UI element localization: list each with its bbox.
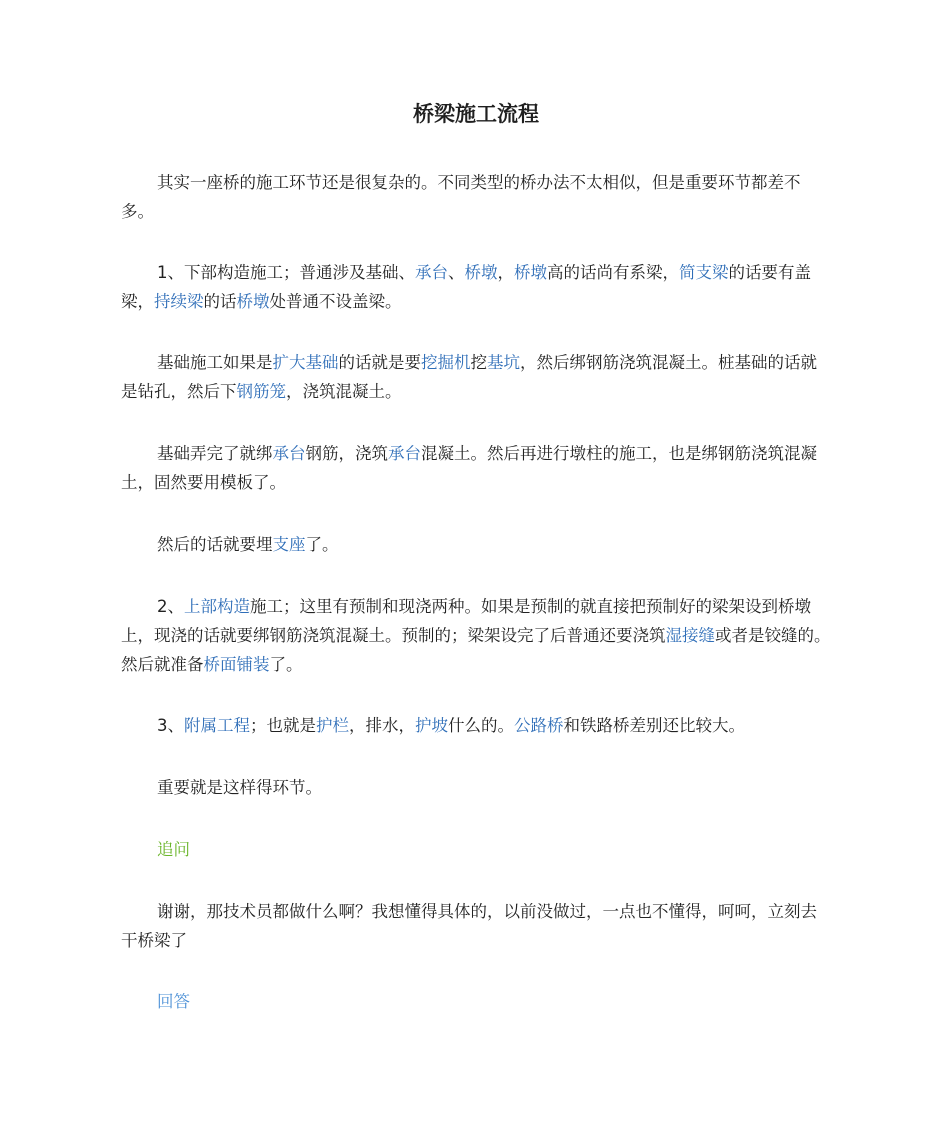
link-cap[interactable]: 承台 [388, 444, 421, 463]
text: 施工；这里有预制和现浇两种。如果是预制的就直接把预制好的梁架设到桥墩上，现浇的话就要绑钢筋浇筑混凝土。预制的；梁架设完了后普通还要浇筑 [121, 597, 811, 645]
text: 钢筋，浇筑 [305, 444, 388, 463]
link-spread-foundation[interactable]: 扩大基础 [272, 353, 339, 372]
link-pier[interactable]: 桥墩 [464, 263, 498, 282]
text: 1、下部构造施工；普通涉及基础、 [157, 263, 415, 282]
text: 了。 [269, 655, 303, 674]
text: 高的话尚有系梁， [547, 263, 679, 282]
text: ，排水， [349, 716, 415, 735]
followup-label: 追问 [157, 840, 190, 859]
link-continuous-beam[interactable]: 持续梁 [154, 292, 204, 311]
link-simple-beam[interactable]: 简支梁 [679, 263, 729, 282]
text: 基础弄完了就绑 [157, 444, 273, 463]
text: 和铁路桥差别还比较大。 [563, 716, 745, 735]
text: 的话要有盖梁， [121, 263, 811, 311]
link-excavator[interactable]: 挖掘机 [421, 353, 471, 372]
paragraph-substructure [121, 258, 831, 316]
link-rebar-cage[interactable]: 钢筋笼 [236, 382, 286, 401]
link-cap[interactable]: 承台 [415, 263, 448, 282]
link-pier[interactable]: 桥墩 [514, 263, 547, 282]
link-deck-pavement[interactable]: 桥面铺装 [203, 655, 270, 674]
link-guardrail[interactable]: 护栏 [316, 716, 349, 735]
text: ， [497, 263, 514, 282]
text: ，浇筑混凝土。 [286, 382, 402, 401]
text: 处普通不设盖梁。 [269, 292, 402, 311]
paragraph-foundation [121, 348, 831, 406]
link-cap[interactable]: 承台 [272, 444, 306, 463]
text: ；也就是 [250, 716, 316, 735]
text: 基础施工如果是 [157, 353, 273, 372]
page-title: 桥梁施工流程 [413, 102, 539, 126]
text: 的话就是要 [338, 353, 421, 372]
text: 的话 [203, 292, 237, 311]
link-pier[interactable]: 桥墩 [236, 292, 270, 311]
answer-label: 回答 [157, 992, 190, 1011]
link-wet-joint[interactable]: 湿接缝 [665, 626, 715, 645]
link-slope-protection[interactable]: 护坡 [415, 716, 448, 735]
paragraph-superstructure [121, 592, 831, 679]
text: ，然后绑钢筋浇筑混凝土。桩基础的话就是钻孔，然后下 [121, 353, 817, 401]
link-highway-bridge[interactable]: 公路桥 [514, 716, 564, 735]
text: 什么的。 [448, 716, 514, 735]
followup-text: 谢谢，那技术员都做什么啊？我想懂得具体的，以前没做过，一点也不懂得，呵呵，立刻去干桥梁了 [121, 902, 817, 950]
intro-paragraph: 其实一座桥的施工环节还是很复杂的。不同类型的桥办法不太相似，但是重要环节都差不多。 [121, 173, 801, 221]
text: 然后的话就要埋 [157, 535, 273, 554]
text: 2、 [157, 597, 184, 616]
paragraph-summary: 重要就是这样得环节。 [157, 778, 322, 797]
text: 了。 [305, 535, 339, 554]
text: 3、 [157, 716, 184, 735]
text: 混凝土。然后再进行墩柱的施工，也是绑钢筋浇筑混凝土，固然要用模板了。 [121, 444, 817, 492]
text: 、 [448, 263, 465, 282]
text: 或者是铰缝的。然后就准备 [121, 626, 831, 674]
link-ancillary-works[interactable]: 附属工程 [184, 716, 250, 735]
paragraph-bearing [121, 530, 831, 559]
link-bearing[interactable]: 支座 [272, 535, 306, 554]
text: 挖 [470, 353, 487, 372]
paragraph-ancillary [121, 711, 831, 740]
link-foundation-pit[interactable]: 基坑 [487, 353, 520, 372]
link-superstructure[interactable]: 上部构造 [184, 597, 250, 616]
paragraph-pile-cap [121, 439, 831, 497]
